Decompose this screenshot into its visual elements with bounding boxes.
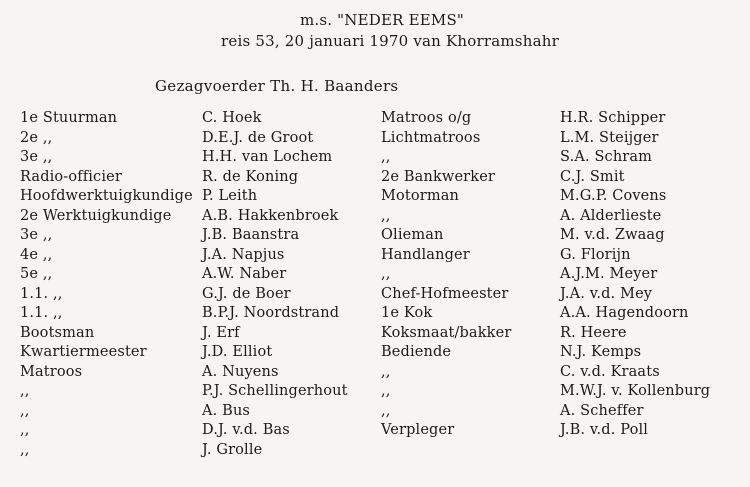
crew-rank: Matroos <box>20 363 83 380</box>
crew-name: M.G.P. Covens <box>560 188 667 204</box>
crew-rank: ,, <box>381 149 391 165</box>
crew-name: A. Nuyens <box>202 363 279 380</box>
crew-rank: Bediende <box>381 344 452 360</box>
crew-rank: ,, <box>20 402 30 419</box>
crew-name: A.A. Hagendoorn <box>560 305 689 321</box>
crew-rank: 1e Stuurman <box>20 110 118 126</box>
crew-name: J.B. v.d. Poll <box>560 422 649 438</box>
crew-rank: 2e Bankwerker <box>381 168 496 185</box>
crew-rank: ,, <box>381 363 391 380</box>
crew-name: A. Alderlieste <box>560 207 662 224</box>
crew-rank: 5e ,, <box>20 266 53 282</box>
left-rank-column <box>20 109 193 460</box>
crew-rank: ,, <box>381 402 391 419</box>
crew-name: R. Heere <box>560 324 627 341</box>
crew-name: R. de Koning <box>202 168 299 185</box>
crew-rank: Kwartiermeester <box>20 344 147 360</box>
crew-name: C.J. Smit <box>560 168 625 185</box>
crew-name: J.A. Napjus <box>202 246 285 263</box>
left-name-column <box>202 109 348 460</box>
crew-rank: Olieman <box>381 227 444 243</box>
crew-name: J. Grolle <box>202 441 263 458</box>
crew-rank: 4e ,, <box>20 246 53 263</box>
crew-rank: Bootsman <box>20 324 95 341</box>
captain-line: Gezagvoerder Th. H. Baanders <box>155 77 399 95</box>
crew-rank: Radio-officier <box>20 168 122 185</box>
crew-name: G.J. de Boer <box>202 285 291 302</box>
crew-name: P. Leith <box>202 188 258 204</box>
crew-name: P.J. Schellingerhout <box>202 383 348 399</box>
crew-rank: 2e Werktuigkundige <box>20 207 172 224</box>
crew-name: A. Bus <box>202 402 251 419</box>
crew-rank: 2e ,, <box>20 129 53 146</box>
crew-rank: Lichtmatroos <box>381 129 481 146</box>
crew-name: J. Erf <box>202 324 240 341</box>
crew-name: M.W.J. v. Kollenburg <box>560 383 711 399</box>
crew-rank: Verpleger <box>381 422 455 438</box>
crew-name: J.A. v.d. Mey <box>560 285 653 302</box>
crew-rank: ,, <box>381 266 391 282</box>
crew-name: C. v.d. Kraats <box>560 363 660 380</box>
crew-name: J.D. Elliot <box>202 344 273 360</box>
crew-list <box>0 109 750 469</box>
crew-name: J.B. Baanstra <box>202 227 300 243</box>
crew-rank: ,, <box>381 383 391 399</box>
crew-name: A.W. Naber <box>202 266 287 282</box>
crew-rank: Handlanger <box>381 246 470 263</box>
crew-name: L.M. Steijger <box>560 129 659 146</box>
crew-name: N.J. Kemps <box>560 344 642 360</box>
crew-name: D.J. v.d. Bas <box>202 422 290 438</box>
crew-rank: ,, <box>20 422 30 438</box>
crew-name: G. Florijn <box>560 246 631 263</box>
crew-name: C. Hoek <box>202 110 262 126</box>
crew-rank: Matroos o/g <box>381 110 472 126</box>
crew-rank: Koksmaat/bakker <box>381 324 512 341</box>
crew-name: H.H. van Lochem <box>202 149 333 165</box>
voyage-line: reis 53, 20 januari 1970 van Khorramshahr <box>221 32 559 50</box>
crew-name: S.A. Schram <box>560 149 653 165</box>
right-rank-column <box>381 109 511 441</box>
crew-rank: ,, <box>381 207 391 224</box>
crew-rank: Hoofdwerktuigkundige <box>20 188 193 204</box>
crew-rank: Chef-Hofmeester <box>381 285 509 302</box>
ship-title: m.s. "NEDER EEMS" <box>299 11 465 29</box>
crew-name: H.R. Schipper <box>560 110 666 126</box>
crew-rank: ,, <box>20 441 30 458</box>
crew-name: A. Scheffer <box>560 402 644 419</box>
crew-rank: 1e Kok <box>381 305 433 321</box>
crew-rank: 3e ,, <box>20 149 53 165</box>
crew-rank: ,, <box>20 383 30 399</box>
right-name-column <box>560 109 710 441</box>
crew-name: A.B. Hakkenbroek <box>202 207 339 224</box>
crew-rank: 1.1. ,, <box>20 285 63 302</box>
crew-rank: 1.1. ,, <box>20 305 63 321</box>
crew-name: B.P.J. Noordstrand <box>202 305 340 321</box>
crew-rank: 3e ,, <box>20 227 53 243</box>
crew-name: M. v.d. Zwaag <box>560 227 665 243</box>
crew-rank: Motorman <box>381 188 459 204</box>
crew-name: A.J.M. Meyer <box>560 266 658 282</box>
crew-name: D.E.J. de Groot <box>202 129 314 146</box>
